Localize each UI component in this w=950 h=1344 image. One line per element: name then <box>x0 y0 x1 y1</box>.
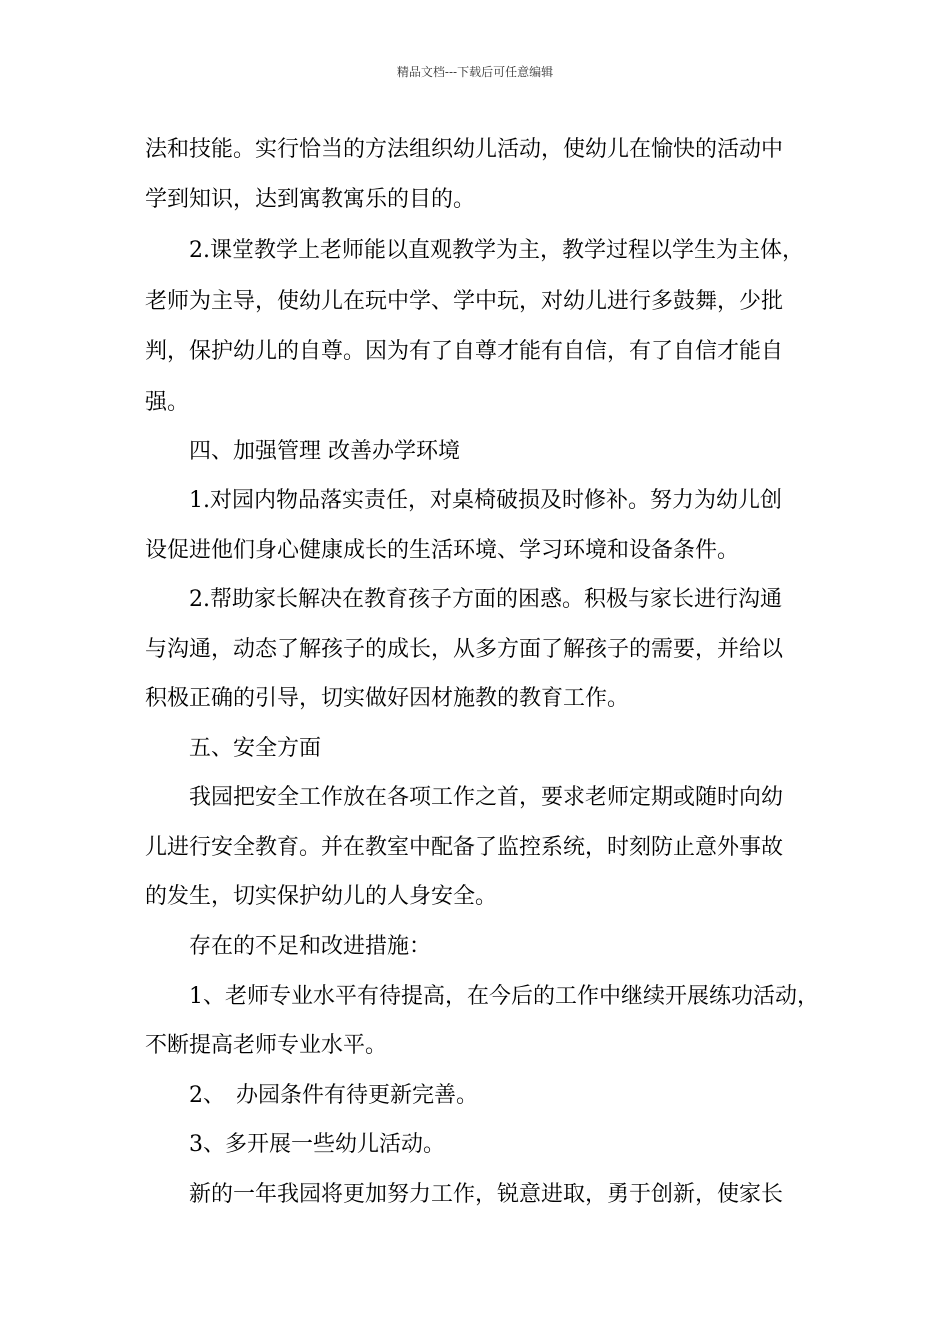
text-line: 我园把安全工作放在各项工作之首，要求老师定期或随时向幼 <box>189 785 784 810</box>
page-header: 精品文档---下载后可任意编辑 <box>396 65 554 79</box>
text-line: 强。 <box>145 390 190 415</box>
text-line: 学到知识，达到寓教寓乐的目的。 <box>145 187 476 212</box>
text-line: 2.课堂教学上老师能以直观教学为主，教学过程以学生为主体， <box>189 238 804 263</box>
text-line: 的发生，切实保护幼儿的人身安全。 <box>145 884 498 909</box>
section-heading: 四、加强管理 改善办学环境 <box>189 439 460 464</box>
text-line: 2.帮助家长解决在教育孩子方面的困惑。积极与家长进行沟通 <box>189 587 782 612</box>
text-line: 新的一年我园将更加努力工作，锐意进取，勇于创新，使家长 <box>189 1182 784 1207</box>
text-line: 不断提高老师专业水平。 <box>145 1033 388 1058</box>
text-line: 2、 办园条件有待更新完善。 <box>189 1083 478 1108</box>
text-line: 老师为主导，使幼儿在玩中学、学中玩，对幼儿进行多鼓舞，少批 <box>145 289 784 314</box>
text-line: 设促进他们身心健康成长的生活环境、学习环境和设备条件。 <box>145 538 740 563</box>
text-line: 1、老师专业水平有待提高，在今后的工作中继续开展练功活动， <box>189 984 819 1009</box>
text-line: 判，保护幼儿的自尊。因为有了自尊才能有自信，有了自信才能自 <box>145 339 784 364</box>
text-line: 与沟通，动态了解孩子的成长，从多方面了解孩子的需要，并给以 <box>145 637 784 662</box>
text-line: 积极正确的引导，切实做好因材施教的教育工作。 <box>145 686 630 711</box>
section-heading: 五、安全方面 <box>189 736 322 761</box>
text-line: 3、多开展一些幼儿活动。 <box>189 1132 445 1157</box>
text-line: 存在的不足和改进措施： <box>189 934 432 959</box>
text-line: 儿进行安全教育。并在教室中配备了监控系统，时刻防止意外事故 <box>145 835 784 860</box>
text-line: 法和技能。实行恰当的方法组织幼儿活动，使幼儿在愉快的活动中 <box>145 137 784 162</box>
text-line: 1.对园内物品落实责任，对桌椅破损及时修补。努力为幼儿创 <box>189 488 782 513</box>
